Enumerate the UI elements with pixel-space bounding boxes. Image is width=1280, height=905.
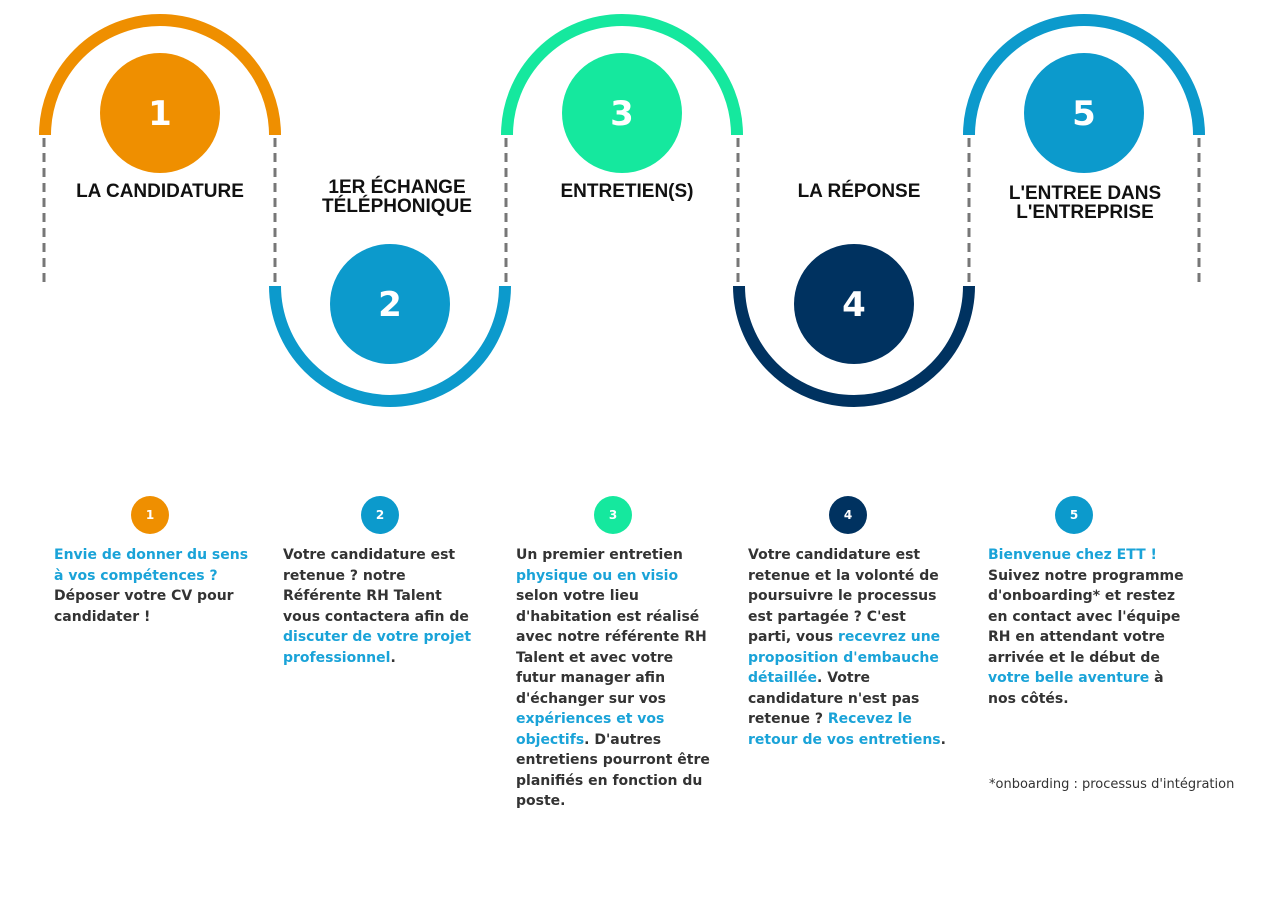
desc-2-seg-3: . — [390, 649, 396, 666]
desc-3-seg-3: selon votre lieu d'habitation est réalisé avec notre référente RH Talent et avec votre futur manager afin d'échanger sur vos — [516, 588, 707, 707]
step-3-title-line-1: ENTRETIEN(S) — [560, 181, 694, 202]
step-5-title-line-1: L'ENTREE DANS — [1008, 183, 1162, 204]
step-3-badge-number: 3 — [608, 508, 618, 522]
desc-3-seg-2: physique ou en visio — [516, 567, 679, 584]
desc-5-seg-3: votre belle aventure — [988, 670, 1150, 686]
desc-4-seg-4: Recevez le retour de vos entretiens — [748, 711, 941, 748]
onboarding-footnote: *onboarding : processus d'intégration — [989, 777, 1235, 792]
step-4-title-line-1: LA RÉPONSE — [797, 181, 921, 202]
desc-3-seg-5: . D'autres entretiens pourront être planifiés en fonction du poste. — [516, 731, 710, 809]
desc-3-seg-1: Un premier entretien — [516, 547, 683, 563]
step-1-description — [54, 545, 254, 627]
step-3-number: 3 — [610, 94, 634, 134]
step-2-badge-number: 2 — [375, 508, 385, 522]
step-5-title-line-2: L'ENTREPRISE — [1016, 202, 1154, 223]
desc-2-seg-1: Votre candidature est retenue ? notre Référente RH Talent vous contactera afin de — [283, 547, 469, 625]
step-2-description — [283, 545, 483, 668]
desc-4-seg-3: . Votre candidature n'est pas retenue ? — [748, 670, 920, 727]
step-4-badge-number: 4 — [843, 508, 853, 522]
step-5-number: 5 — [1072, 94, 1096, 134]
desc-5-seg-1: Bienvenue chez ETT ! — [988, 547, 1157, 563]
desc-1-seg-1: Envie de donner du sens à vos compétences ? — [54, 547, 249, 584]
desc-3-seg-4: expériences et vos objectifs — [516, 711, 665, 748]
desc-4-seg-5: . — [940, 731, 946, 748]
desc-5-seg-2: Suivez notre programme d'onboarding* et restez en contact avec l'équipe RH en attendant votre arrivée et le début de — [988, 567, 1184, 666]
step-2-title-line-2: TÉLÉPHONIQUE — [322, 196, 472, 217]
desc-2-seg-2: discuter de votre projet professionnel — [283, 629, 472, 666]
step-3-description — [516, 545, 716, 812]
desc-5-seg-4: à nos côtés. — [988, 670, 1164, 707]
step-1-number: 1 — [148, 94, 172, 134]
desc-4-seg-1: Votre candidature est retenue et la volonté de poursuivre le processus est partagée ? C'est parti, vous — [748, 547, 939, 645]
step-1-title-line-1: LA CANDIDATURE — [76, 181, 244, 202]
desc-1-seg-2: Déposer votre CV pour candidater ! — [54, 588, 234, 625]
desc-4-seg-2: recevrez une proposition d'embauche détaillée — [748, 629, 941, 686]
step-5-description — [988, 545, 1188, 709]
step-2-title-line-1: 1ER ÉCHANGE — [328, 177, 466, 198]
step-4-number: 4 — [842, 285, 866, 325]
step-2-number: 2 — [378, 285, 402, 325]
step-5-badge-number: 5 — [1069, 508, 1079, 522]
step-4-description — [748, 545, 948, 750]
step-1-badge-number: 1 — [145, 508, 155, 522]
